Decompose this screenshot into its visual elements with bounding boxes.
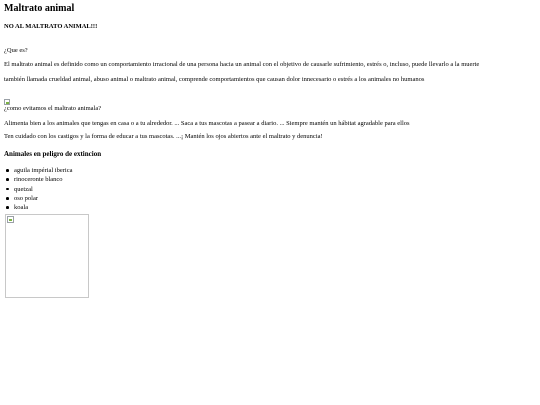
list-item: aguila impérial iberica bbox=[14, 167, 73, 174]
definition-paragraph-1: El maltrato animal es definido como un comportamiento irracional de una persona hacia un animal con el objetivo de causarle sufrimiento, estrés o, incluso, puede llevarlo a la muerte bbox=[4, 61, 480, 68]
page-title: Maltrato animal bbox=[4, 3, 75, 14]
question-text: ¿Que es? bbox=[4, 47, 28, 54]
list-item: rinoceronte blanco bbox=[14, 175, 72, 184]
tip-paragraph-1: Alimenta bien a los animales que tengas en casa o a tu alrededor. ... Saca a tus mascotas a pasear a diario. ... Siempre mantén un hábitat agradable para ellos bbox=[4, 120, 410, 127]
broken-image-icon bbox=[7, 216, 14, 223]
list-item: oso polar bbox=[14, 194, 72, 203]
slogan: NO AL MALTRATO ANIMAL!!! bbox=[4, 23, 98, 30]
list-item: quetzal bbox=[14, 185, 72, 194]
endangered-heading: Animales en peligro de extincion bbox=[4, 150, 102, 158]
tip-paragraph-2: Ten cuidado con los castigos y la forma de educar a tus mascotas. ...¡ Mantén los ojos abiertos ante el maltrato y denuncia! bbox=[4, 133, 323, 140]
broken-image-placeholder bbox=[5, 214, 89, 298]
endangered-list bbox=[4, 166, 72, 212]
definition-paragraph-2: también llamada crueldad animal, abuso animal o maltrato animal, comprende comportamientos que causan dolor innecesario o estrés a los animales no humanos bbox=[4, 76, 425, 83]
list-item: koala bbox=[14, 203, 72, 212]
avoid-question: ¿como evitamos el maltrato animala? bbox=[4, 105, 102, 112]
